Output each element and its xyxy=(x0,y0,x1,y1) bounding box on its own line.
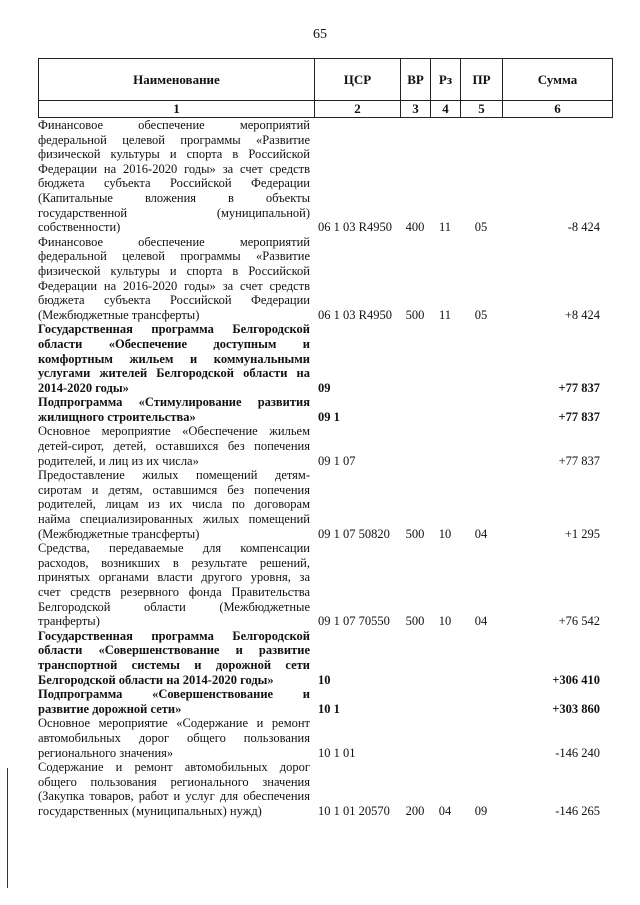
table-row xyxy=(38,322,612,395)
row-sum: +77 837 xyxy=(558,409,600,424)
row-name xyxy=(38,716,314,760)
row-name-line: государственных (муниципальных) нужд) xyxy=(38,803,262,818)
row-name-line: Государственная программа Белгородской xyxy=(38,322,310,337)
row-pr: 04 xyxy=(474,526,488,541)
row-name xyxy=(38,541,314,629)
header-csr: ЦСР xyxy=(315,59,401,101)
row-csr: 06 1 03 R4950 xyxy=(318,220,392,235)
row-csr: 09 1 07 xyxy=(318,453,356,468)
row-name xyxy=(38,235,314,323)
row-name-line: бюджета субъекта Российской Федерации xyxy=(38,176,310,191)
row-sum: +306 410 xyxy=(552,672,600,687)
row-sum: +8 424 xyxy=(564,307,600,322)
row-name xyxy=(38,322,314,395)
row-name-line: родителей, и лиц из их числа» xyxy=(38,453,199,468)
row-sum: -8 424 xyxy=(567,220,600,235)
col-number-5: 5 xyxy=(461,101,503,118)
row-name-line: Предоставление жилых помещений детям- xyxy=(38,468,310,483)
row-name xyxy=(38,395,314,424)
row-name xyxy=(38,687,314,716)
header-name: Наименование xyxy=(39,59,315,101)
header-pr: ПР xyxy=(461,59,503,101)
row-name-line: транспортной системы и дорожной сети xyxy=(38,657,310,672)
row-vr: 500 xyxy=(405,526,425,541)
table-row xyxy=(38,468,612,541)
margin-line xyxy=(7,768,8,888)
table-row xyxy=(38,395,612,424)
row-pr: 04 xyxy=(474,614,488,629)
row-name-line: развитие дорожной сети» xyxy=(38,701,182,716)
header-rz: Рз xyxy=(431,59,461,101)
row-sum: +77 837 xyxy=(558,380,600,395)
page-number: 65 xyxy=(313,27,327,42)
row-name-line: (Закупка товаров, работ и услуг для обеспечения xyxy=(38,789,310,804)
row-name xyxy=(38,468,314,541)
row-name xyxy=(38,629,314,687)
row-pr: 09 xyxy=(474,803,488,818)
col-number-3: 3 xyxy=(401,101,431,118)
row-name-line: области «Совершенствование и развитие xyxy=(38,643,310,658)
row-csr: 06 1 03 R4950 xyxy=(318,307,392,322)
row-sum: -146 240 xyxy=(555,745,600,760)
row-name-line: физической культуры и спорта в Российской xyxy=(38,147,310,162)
row-name-line: (Межбюджетные трансферты) xyxy=(38,526,200,541)
row-name-line: автомобильных дорог общего пользования xyxy=(38,730,310,745)
row-name-line: Подпрограмма «Стимулирование развития xyxy=(38,395,310,410)
row-name-line: сиротам и детям, оставшимся без попечения xyxy=(38,482,310,497)
table-row xyxy=(38,235,612,323)
table-row xyxy=(38,760,612,818)
row-vr: 200 xyxy=(405,803,425,818)
row-name-line: (Капитальные вложения в объекты xyxy=(38,190,310,205)
table-row xyxy=(38,716,612,760)
row-csr: 10 xyxy=(318,672,331,687)
row-name-line: Финансовое обеспечение мероприятий xyxy=(38,234,310,249)
row-name xyxy=(38,118,314,235)
row-sum: +303 860 xyxy=(552,701,600,716)
row-name-line: комфортным жильем и коммунальными xyxy=(38,351,310,366)
row-rz: 11 xyxy=(438,307,452,322)
col-number-4: 4 xyxy=(431,101,461,118)
row-name-line: (Межбюджетные трансферты) xyxy=(38,307,200,322)
row-rz: 10 xyxy=(438,526,452,541)
row-name-line: счет средств резервного фонда Правительства xyxy=(38,585,310,599)
row-pr: 05 xyxy=(474,307,488,322)
row-name-line: государственной (муниципальной) xyxy=(38,205,310,220)
row-sum: +77 837 xyxy=(558,453,600,468)
row-vr: 500 xyxy=(405,614,425,629)
row-name-line: области «Обеспечение доступным и xyxy=(38,336,310,351)
row-vr: 500 xyxy=(405,307,425,322)
row-name-line: детей-сирот, детей, оставшихся без попечения xyxy=(38,439,310,454)
budget-table xyxy=(38,58,612,819)
col-number-6: 6 xyxy=(503,101,613,118)
row-name-line: Подпрограмма «Совершенствование и xyxy=(38,687,310,702)
row-name-line: общего пользования регионального значения xyxy=(38,774,310,789)
row-name-line: расходов, возникших в результате решений, xyxy=(38,555,310,570)
row-sum: +76 542 xyxy=(558,614,600,629)
row-csr: 09 xyxy=(318,380,331,395)
row-name-line: Финансовое обеспечение мероприятий xyxy=(38,118,310,132)
table-row xyxy=(38,424,612,468)
table-row xyxy=(38,629,612,687)
row-rz: 10 xyxy=(438,614,452,629)
row-name-line: жилищного строительства» xyxy=(38,409,196,424)
header-sum: Сумма xyxy=(503,59,613,101)
row-vr: 400 xyxy=(405,220,425,235)
row-sum: -146 265 xyxy=(555,803,600,818)
col-number-1: 1 xyxy=(39,101,315,118)
row-name xyxy=(38,760,314,818)
row-rz: 11 xyxy=(438,220,452,235)
row-name-line: Содержание и ремонт автомобильных дорог xyxy=(38,760,310,775)
row-name-line: 2014-2020 годы» xyxy=(38,380,129,395)
table-row xyxy=(38,687,612,716)
row-name-line: принятых органами власти другого уровня, за xyxy=(38,570,310,585)
row-name-line: бюджета субъекта Российской Федерации xyxy=(38,293,310,308)
row-name-line: Средства, передаваемые для компенсации xyxy=(38,541,310,556)
row-sum: +1 295 xyxy=(564,526,600,541)
table-row xyxy=(38,118,612,235)
row-name-line: Федерации на 2016-2020 годы» за счет средств xyxy=(38,278,310,293)
header-vr: ВР xyxy=(401,59,431,101)
row-csr: 10 1 01 20570 xyxy=(318,803,390,818)
row-name-line: регионального значения» xyxy=(38,745,174,760)
table-header xyxy=(38,58,613,118)
row-csr: 09 1 xyxy=(318,409,340,424)
col-number-2: 2 xyxy=(315,101,401,118)
row-csr: 10 1 01 xyxy=(318,745,356,760)
row-name-line: транферты) xyxy=(38,614,100,629)
row-pr: 05 xyxy=(474,220,488,235)
row-rz: 04 xyxy=(438,803,452,818)
row-name-line: федеральной целевой программы «Развитие xyxy=(38,249,310,264)
row-name-line: собственности) xyxy=(38,220,121,235)
row-csr: 09 1 07 50820 xyxy=(318,526,390,541)
row-csr: 10 1 xyxy=(318,701,340,716)
table-row xyxy=(38,541,612,629)
row-name-line: родителей, лицам из их числа по договорам xyxy=(38,497,310,512)
row-name-line: услугами жителей Белгородской области на xyxy=(38,366,310,381)
row-name-line: Белгородской области (Межбюджетные xyxy=(38,599,310,614)
table-body xyxy=(38,118,612,819)
row-name-line: федеральной целевой программы «Развитие xyxy=(38,132,310,147)
row-csr: 09 1 07 70550 xyxy=(318,614,390,629)
row-name-line: Основное мероприятие «Обеспечение жильем xyxy=(38,424,310,439)
row-name-line: Федерации на 2016-2020 годы» за счет средств xyxy=(38,161,310,176)
row-name-line: Белгородской области на 2014-2020 годы» xyxy=(38,672,274,687)
row-name-line: найма специализированных жилых помещений xyxy=(38,512,310,527)
row-name-line: Основное мероприятие «Содержание и ремонт xyxy=(38,716,310,731)
row-name-line: физической культуры и спорта в Российской xyxy=(38,263,310,278)
row-name xyxy=(38,424,314,468)
row-name-line: Государственная программа Белгородской xyxy=(38,628,310,643)
